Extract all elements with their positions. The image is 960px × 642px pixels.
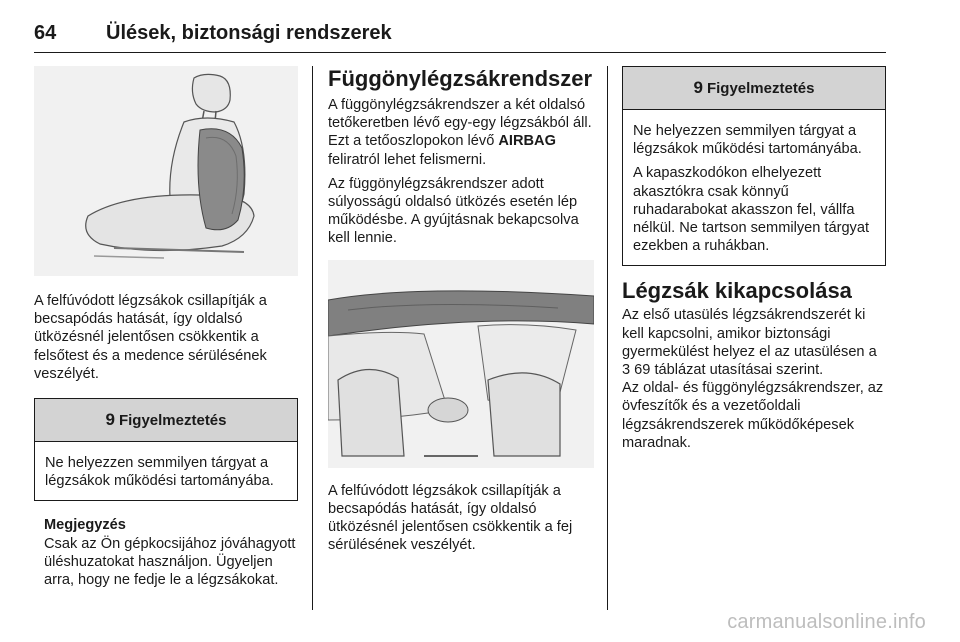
- page-title: Ülések, biztonsági rendszerek: [106, 22, 392, 44]
- warning-text: Ne helyezzen semmilyen tárgyat a légzsákok működési tartományába.: [633, 123, 862, 158]
- column-3: [622, 66, 886, 452]
- column-2: [328, 66, 594, 554]
- seat-side-airbag-icon: [34, 66, 298, 276]
- warning-box: [34, 398, 298, 501]
- warning-header: [623, 67, 885, 110]
- figure-caption: A felfúvódott légzsákok csillapítják a becsapódás hatását, így oldalsó ütközésnél jelentősen csökkentik a fej sérülésének veszélyét.: [328, 482, 573, 554]
- airbag-label: AIRBAG: [498, 133, 556, 150]
- page-number: 64: [34, 22, 57, 44]
- paragraph: Az oldal- és függönylégzsákrendszer, az övfeszítők és a vezetőoldali légzsákrendszerek működőképesek maradnak.: [622, 380, 884, 451]
- text-run: A függönylégzsákrendszer a két oldalsó tetőkeretben lévő egy-egy légzsákból áll. Ezt a tetőoszlopokon lévő: [328, 97, 592, 150]
- seat-airbag-illustration: [34, 66, 298, 276]
- warning-header: [35, 399, 297, 442]
- page-reference-icon: 3: [622, 362, 631, 379]
- warning-body: [35, 442, 297, 500]
- note: [34, 516, 298, 589]
- column-divider: [607, 66, 608, 610]
- warning-text: A kapaszkodókon elhelyezett akasztókra csak könnyű ruhadarabokat akasszon fel, vállfa nélkül. Ne tartson semmilyen tárgyat ezekben a ruhákban.: [633, 165, 870, 255]
- note-title: Megjegyzés: [44, 517, 126, 534]
- warning-title: Figyelmeztetés: [118, 411, 227, 429]
- paragraph: [622, 306, 886, 379]
- warning-triangle-icon: 9: [105, 410, 115, 430]
- paragraph: Az függönylégzsákrendszer adott súlyosságú oldalsó ütközés esetén lép működésbe. A gyújtásnak bekapcsolva kell lennie.: [328, 175, 579, 247]
- text-run: 69 táblázat utasításai szerint.: [630, 362, 824, 379]
- curtain-airbag-icon: [328, 260, 594, 468]
- note-text: Csak az Ön gépkocsijához jóváhagyott üléshuzatokat használjon. Ügyeljen arra, hogy ne fedje le a légzsákokat.: [44, 535, 296, 589]
- warning-triangle-icon: 9: [693, 78, 703, 97]
- warning-box: [622, 66, 886, 266]
- warning-text: Ne helyezzen semmilyen tárgyat a légzsákok működési tartományába.: [45, 455, 274, 490]
- watermark: carmanualsonline.info: [727, 611, 926, 633]
- column-1: [34, 66, 298, 589]
- page-header: [34, 22, 886, 53]
- section-heading: Függönylégzsákrendszer: [328, 66, 593, 91]
- section-heading: Légzsák kikapcsolása: [622, 278, 852, 304]
- column-divider: [312, 66, 313, 610]
- text-run: feliratról lehet felismerni.: [328, 151, 487, 168]
- paragraph: [328, 96, 594, 169]
- warning-body: [623, 110, 885, 265]
- text-run: Az első utasülés légzsákrendszerét ki kell kapcsolni, amikor biztonsági gyermekülést helyez el az utasülésen a: [622, 307, 877, 360]
- curtain-airbag-illustration: [328, 260, 594, 468]
- warning-title: Figyelmeztetés: [706, 79, 815, 97]
- figure-caption: A felfúvódott légzsákok csillapítják a becsapódás hatását, így oldalsó ütközésnél jelentősen csökkentik a felsőtest és a medence sérülésének veszélyét.: [34, 293, 267, 382]
